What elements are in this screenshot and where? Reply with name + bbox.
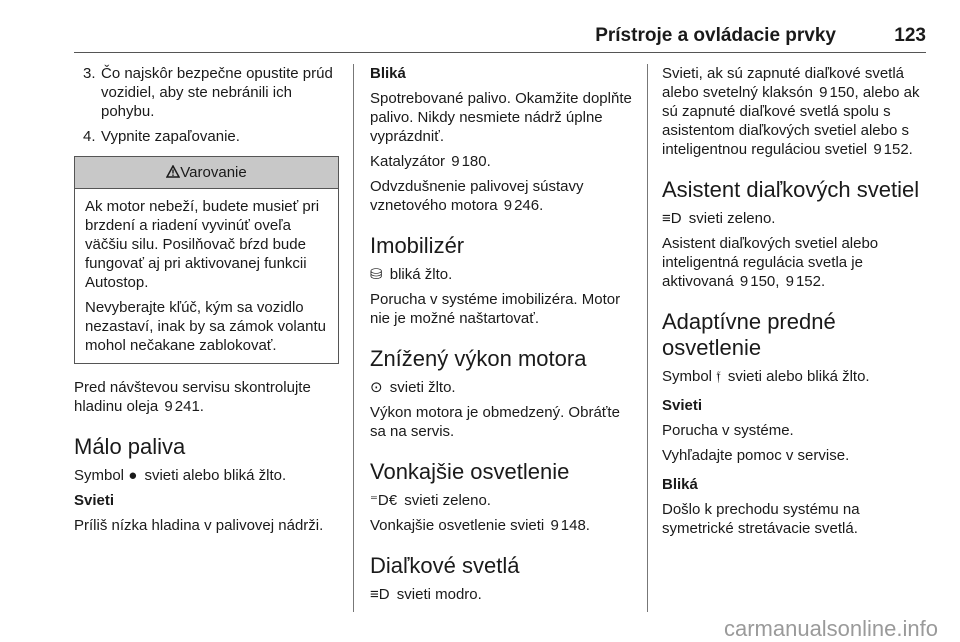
adaptive-lighting-status: Symbol 𝔣 svieti alebo bliká žlto. [662, 368, 870, 385]
blink-paragraph: Spotrebované palivo. Okamžite doplňte palivo. Nikdy nesmiete nádrž úplne vyprázdniť. [370, 90, 632, 145]
list-number: 3. [83, 65, 96, 82]
catalyst-paragraph: Katalyzátor 9 180. [370, 153, 491, 170]
high-beam-status: ≡D svieti modro. [370, 586, 482, 603]
high-beam-assist-paragraph: Asistent diaľkových svetiel alebo inteligentná regulácia svetla je aktivovaná 9 150, 9 152. [662, 235, 879, 290]
page-ref-icon: 9 [873, 141, 882, 158]
lit-heading: Svieti [74, 492, 115, 509]
high-beam-assist-heading: Asistent diaľkových svetiel [662, 177, 920, 202]
header-rule [74, 52, 926, 53]
section-title: Prístroje a ovládacie prvky [595, 25, 836, 46]
warning-header [75, 157, 338, 189]
adaptive-lighting-heading: Adaptívne predné osvetlenie [662, 309, 836, 360]
low-fuel-heading: Málo paliva [74, 434, 186, 459]
lit-paragraph: Príliš nízka hladina v palivovej nádrži. [74, 517, 324, 534]
list-item [74, 64, 339, 121]
blink-heading: Bliká [370, 65, 406, 82]
list-text: Čo najskôr bezpečne opustite prúd vozidiel, aby ste nebránili ich pohybu. [101, 65, 333, 120]
immobilizer-status: ⛁ bliká žlto. [370, 266, 453, 283]
immobilizer-paragraph: Porucha v systéme imobilizéra. Motor nie je možné naštartovať. [370, 291, 621, 327]
warning-title: Varovanie [180, 164, 247, 181]
column-2 [370, 64, 634, 610]
blink-heading: Bliká [662, 476, 698, 493]
lit-paragraph: Vyhľadajte pomoc v servise. [662, 447, 850, 464]
high-beam-heading: Diaľkové svetlá [370, 553, 520, 578]
high-beam-assist-status: ≡D svieti zeleno. [662, 210, 776, 227]
page-ref-icon: 9 [451, 153, 460, 170]
power-paragraph: Výkon motora je obmedzený. Obráťte sa na servis. [370, 404, 620, 440]
page-ref-icon: 9 [785, 273, 794, 290]
column-divider [647, 64, 648, 612]
page-ref-icon: 9 [739, 273, 749, 290]
fuel-icon: ● [128, 467, 138, 484]
exterior-light-icon: ⁼D€ [370, 492, 398, 509]
high-beam-assist-icon: ≡D [662, 210, 682, 227]
bleed-paragraph: Odvzdušnenie palivovej sústavy vznetového motora 9 246. [370, 178, 584, 214]
list-number: 4. [83, 128, 96, 145]
high-beam-icon: ≡D [370, 586, 390, 603]
immobilizer-heading: Imobilizér [370, 233, 465, 258]
list-item [74, 127, 339, 146]
engine-power-icon: ⊙ [370, 379, 383, 396]
watermark: carmanualsonline.info [723, 616, 938, 641]
page-header [74, 26, 926, 50]
low-fuel-paragraph: Symbol ● svieti alebo bliká žlto. [74, 467, 287, 484]
oil-paragraph: Pred návštevou servisu skontrolujte hladinu oleja 9 241. [74, 379, 311, 415]
exterior-light-paragraph: Vonkajšie osvetlenie svieti 9 148. [370, 517, 590, 534]
blink-paragraph: Došlo k prechodu systému na symetrické stretávacie svetlá. [662, 501, 860, 537]
page-ref-icon: 9 [819, 84, 828, 101]
page-ref-icon: 9 [503, 197, 513, 214]
warning-paragraph: Ak motor nebeží, budete musieť pri brzdení a riadení vyvinúť oveľa väčšiu silu. Posilňovač bŕzd bude fungovať aj pri aktivovanej funkcii Autostop. [85, 198, 320, 291]
warning-paragraph: Nevyberajte kľúč, kým sa vozidlo nezastaví, inak by sa zámok volantu mohol nečakane zablokovať. [85, 299, 326, 354]
list-text: Vypnite zapaľovanie. [101, 128, 240, 145]
power-status: ⊙ svieti žlto. [370, 379, 456, 396]
page-ref-icon: 9 [550, 517, 559, 534]
adaptive-lighting-icon: 𝔣 [716, 368, 721, 385]
column-3 [662, 64, 926, 544]
page-number: 123 [894, 25, 926, 46]
warning-triangle-icon [166, 165, 180, 178]
page-ref-icon: 9 [164, 398, 173, 415]
lit-heading: Svieti [662, 397, 703, 414]
column-divider [353, 64, 354, 612]
high-beam-paragraph: Svieti, ak sú zapnuté diaľkové svetlá alebo svetelný klaksón 9 150, alebo ak sú zapnuté diaľkové svetlá spolu s asistentom diaľkových svetiel alebo s inteligentnou reguláciou svetiel 9 152. [662, 65, 920, 158]
warning-box [74, 156, 339, 364]
exterior-light-heading: Vonkajšie osvetlenie [370, 459, 570, 484]
immobilizer-icon: ⛁ [370, 266, 383, 283]
warning-body [75, 189, 338, 363]
exterior-light-status: ⁼D€ svieti zeleno. [370, 492, 491, 509]
column-1 [74, 64, 339, 541]
power-heading: Znížený výkon motora [370, 346, 587, 371]
lit-paragraph: Porucha v systéme. [662, 422, 794, 439]
